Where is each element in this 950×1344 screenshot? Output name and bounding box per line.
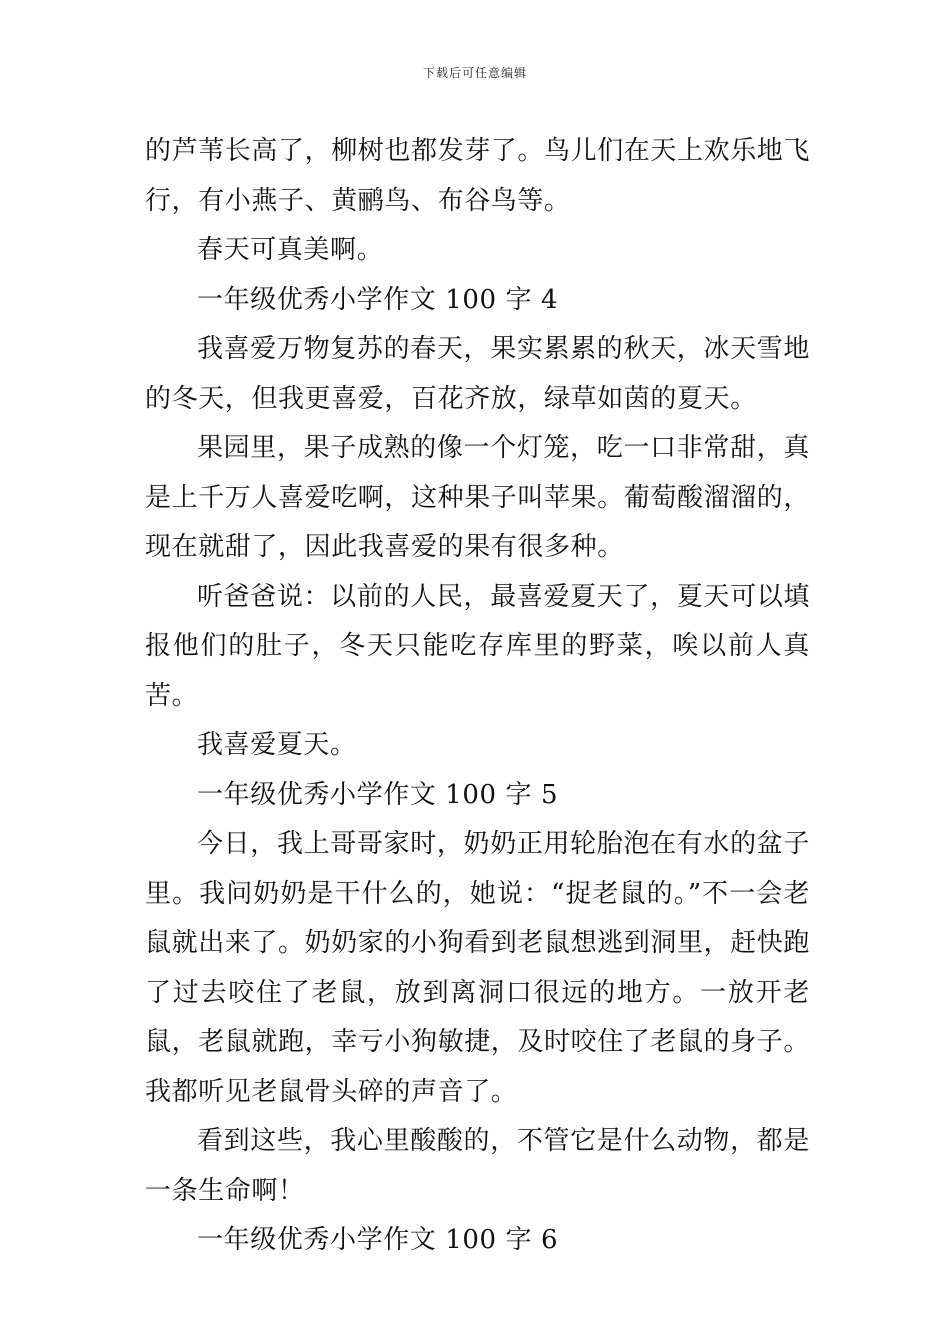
- paragraph: 果园里，果子成熟的像一个灯笼，吃一口非常甜，真是上千万人喜爱吃啊，这种果子叫苹果。葡萄酸溜溜的，现在就甜了，因此我喜爱的果有很多种。: [145, 433, 811, 562]
- paragraph: 今日，我上哥哥家时，奶奶正用轮胎泡在有水的盆子里。我问奶奶是干什么的，她说：“捉老鼠的。”不一会老鼠就出来了。奶奶家的小狗看到老鼠想逃到洞里，赶快跑了过去咬住了老鼠，放到离洞口很远的地方。一放开老鼠，老鼠就跑，幸亏小狗敏捷，及时咬住了老鼠的身子。我都听见老鼠骨头碎的声音了。: [145, 829, 811, 1107]
- section-heading: 一年级优秀小学作文 100 字 5: [197, 779, 559, 810]
- paragraph: 的芦苇长高了，柳树也都发芽了。鸟儿们在天上欢乐地飞行，有小燕子、黄鹂鸟、布谷鸟等。: [145, 136, 811, 216]
- paragraph: 听爸爸说：以前的人民，最喜爱夏天了，夏天可以填报他们的肚子，冬天只能吃存库里的野菜，唉以前人真苦。: [145, 581, 810, 711]
- paragraph: 看到这些，我心里酸酸的，不管它是什么动物，都是一条生命啊！: [145, 1126, 810, 1206]
- paragraph: 我喜爱夏天。: [197, 730, 357, 760]
- section-heading: 一年级优秀小学作文 100 字 4: [197, 284, 559, 315]
- paragraph: 我喜爱万物复苏的春天，果实累累的秋天，冰天雪地的冬天，但我更喜爱，百花齐放，绿草如茵的夏天。: [145, 334, 810, 414]
- paragraph: 春天可真美啊。: [197, 235, 384, 265]
- document-body: [145, 127, 810, 1266]
- section-heading: 一年级优秀小学作文 100 字 6: [197, 1225, 559, 1255]
- page-header-note: 下载后可任意编辑: [422, 66, 527, 80]
